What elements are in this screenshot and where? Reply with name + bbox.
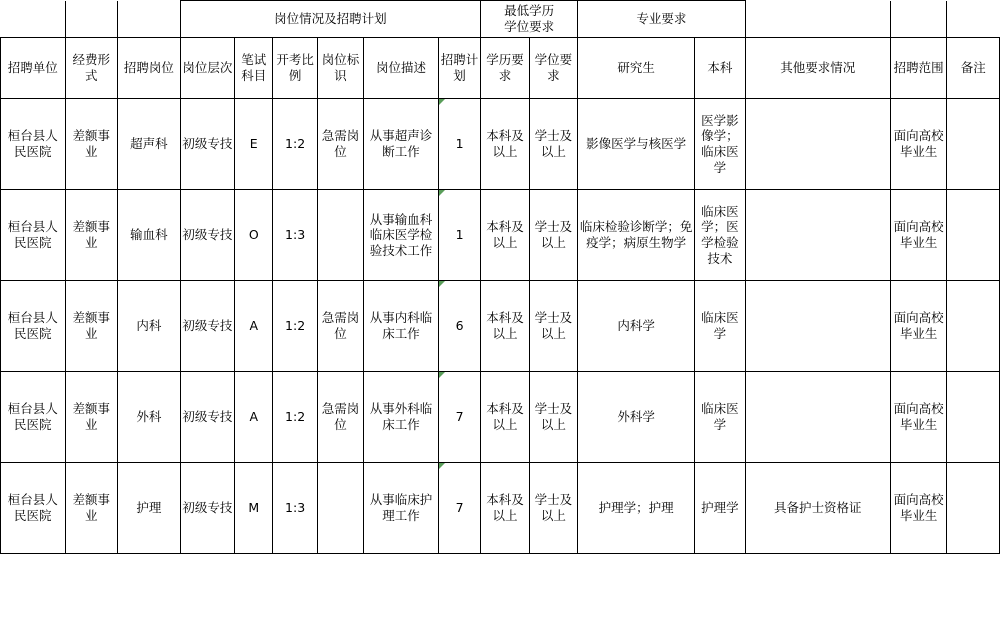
cell-post: 超声科 bbox=[118, 99, 181, 190]
cell-remark bbox=[947, 190, 1000, 281]
header-group-min-degree-line1: 最低学历 bbox=[504, 3, 555, 19]
cell-undergraduate: 临床医学 bbox=[695, 281, 745, 372]
cell-other bbox=[745, 281, 890, 372]
header-blank-unit bbox=[1, 1, 66, 38]
header-level: 岗位层次 bbox=[180, 38, 234, 99]
cell-degree: 学士及以上 bbox=[529, 99, 577, 190]
cell-remark bbox=[947, 281, 1000, 372]
cell-post-desc: 从事内科临床工作 bbox=[364, 281, 439, 372]
cell-degree: 学士及以上 bbox=[529, 281, 577, 372]
cell-funding: 差额事业 bbox=[65, 190, 117, 281]
cell-unit: 桓台县人民医院 bbox=[1, 281, 66, 372]
cell-post-flag bbox=[317, 463, 363, 554]
cell-graduate: 临床检验诊断学；免疫学；病原生物学 bbox=[578, 190, 695, 281]
cell-post-flag: 急需岗位 bbox=[317, 99, 363, 190]
header-scope: 招聘范围 bbox=[890, 38, 947, 99]
header-remark: 备注 bbox=[947, 38, 1000, 99]
cell-scope: 面向高校毕业生 bbox=[890, 372, 947, 463]
table-row bbox=[1, 99, 1000, 190]
cell-remark bbox=[947, 463, 1000, 554]
header-blank-post bbox=[118, 1, 181, 38]
header-blank-scope bbox=[890, 1, 947, 38]
cell-exam-subject: O bbox=[235, 190, 273, 281]
cell-remark bbox=[947, 372, 1000, 463]
table-header-row bbox=[1, 38, 1000, 99]
cell-plan: 7 bbox=[438, 372, 480, 463]
header-post-desc: 岗位描述 bbox=[364, 38, 439, 99]
table-row bbox=[1, 372, 1000, 463]
cell-exam-subject: E bbox=[235, 99, 273, 190]
cell-exam-ratio: 1:3 bbox=[273, 190, 317, 281]
cell-undergraduate: 医学影像学；临床医学 bbox=[695, 99, 745, 190]
cell-funding: 差额事业 bbox=[65, 463, 117, 554]
cell-level: 初级专技 bbox=[180, 99, 234, 190]
cell-unit: 桓台县人民医院 bbox=[1, 99, 66, 190]
cell-exam-subject: A bbox=[235, 281, 273, 372]
table-row bbox=[1, 463, 1000, 554]
cell-scope: 面向高校毕业生 bbox=[890, 463, 947, 554]
cell-post-flag: 急需岗位 bbox=[317, 372, 363, 463]
cell-other bbox=[745, 372, 890, 463]
cell-remark bbox=[947, 99, 1000, 190]
cell-exam-ratio: 1:2 bbox=[273, 281, 317, 372]
header-group-post-info: 岗位情况及招聘计划 bbox=[180, 1, 481, 38]
cell-exam-subject: M bbox=[235, 463, 273, 554]
cell-other bbox=[745, 190, 890, 281]
cell-plan: 6 bbox=[438, 281, 480, 372]
header-other: 其他要求情况 bbox=[745, 38, 890, 99]
cell-education: 本科及以上 bbox=[481, 281, 529, 372]
table-header-group-row bbox=[1, 1, 1000, 38]
header-group-min-degree bbox=[481, 1, 578, 38]
cell-funding: 差额事业 bbox=[65, 99, 117, 190]
cell-graduate: 影像医学与核医学 bbox=[578, 99, 695, 190]
header-graduate: 研究生 bbox=[578, 38, 695, 99]
cell-graduate: 内科学 bbox=[578, 281, 695, 372]
cell-undergraduate: 临床医学 bbox=[695, 372, 745, 463]
cell-post-flag: 急需岗位 bbox=[317, 281, 363, 372]
cell-unit: 桓台县人民医院 bbox=[1, 463, 66, 554]
header-plan: 招聘计划 bbox=[438, 38, 480, 99]
cell-post-desc: 从事临床护理工作 bbox=[364, 463, 439, 554]
cell-education: 本科及以上 bbox=[481, 190, 529, 281]
header-unit: 招聘单位 bbox=[1, 38, 66, 99]
cell-post-flag bbox=[317, 190, 363, 281]
header-post: 招聘岗位 bbox=[118, 38, 181, 99]
cell-graduate: 护理学；护理 bbox=[578, 463, 695, 554]
header-post-flag: 岗位标识 bbox=[317, 38, 363, 99]
cell-level: 初级专技 bbox=[180, 372, 234, 463]
cell-scope: 面向高校毕业生 bbox=[890, 99, 947, 190]
cell-level: 初级专技 bbox=[180, 463, 234, 554]
header-funding: 经费形式 bbox=[65, 38, 117, 99]
cell-scope: 面向高校毕业生 bbox=[890, 190, 947, 281]
header-education: 学历要求 bbox=[481, 38, 529, 99]
cell-undergraduate: 护理学 bbox=[695, 463, 745, 554]
cell-degree: 学士及以上 bbox=[529, 463, 577, 554]
table-row bbox=[1, 281, 1000, 372]
header-exam-ratio: 开考比例 bbox=[273, 38, 317, 99]
cell-scope: 面向高校毕业生 bbox=[890, 281, 947, 372]
header-group-major: 专业要求 bbox=[578, 1, 746, 38]
cell-other bbox=[745, 99, 890, 190]
cell-level: 初级专技 bbox=[180, 281, 234, 372]
cell-plan: 7 bbox=[438, 463, 480, 554]
cell-unit: 桓台县人民医院 bbox=[1, 190, 66, 281]
table-row bbox=[1, 190, 1000, 281]
cell-education: 本科及以上 bbox=[481, 372, 529, 463]
cell-graduate: 外科学 bbox=[578, 372, 695, 463]
cell-undergraduate: 临床医学；医学检验技术 bbox=[695, 190, 745, 281]
cell-post: 输血科 bbox=[118, 190, 181, 281]
cell-exam-ratio: 1:2 bbox=[273, 372, 317, 463]
cell-exam-ratio: 1:2 bbox=[273, 99, 317, 190]
cell-post-desc: 从事外科临床工作 bbox=[364, 372, 439, 463]
cell-exam-ratio: 1:3 bbox=[273, 463, 317, 554]
cell-level: 初级专技 bbox=[180, 190, 234, 281]
cell-plan: 1 bbox=[438, 190, 480, 281]
cell-post: 内科 bbox=[118, 281, 181, 372]
cell-unit: 桓台县人民医院 bbox=[1, 372, 66, 463]
cell-post-desc: 从事超声诊断工作 bbox=[364, 99, 439, 190]
header-blank-funding bbox=[65, 1, 117, 38]
cell-post-desc: 从事输血科临床医学检验技术工作 bbox=[364, 190, 439, 281]
cell-plan: 1 bbox=[438, 99, 480, 190]
cell-other: 具备护士资格证 bbox=[745, 463, 890, 554]
cell-degree: 学士及以上 bbox=[529, 190, 577, 281]
header-blank-remark bbox=[947, 1, 1000, 38]
cell-post: 外科 bbox=[118, 372, 181, 463]
cell-education: 本科及以上 bbox=[481, 99, 529, 190]
cell-funding: 差额事业 bbox=[65, 372, 117, 463]
header-group-min-degree-line2: 学位要求 bbox=[504, 19, 555, 34]
cell-education: 本科及以上 bbox=[481, 463, 529, 554]
header-degree: 学位要求 bbox=[529, 38, 577, 99]
header-exam-subject: 笔试科目 bbox=[235, 38, 273, 99]
header-undergraduate: 本科 bbox=[695, 38, 745, 99]
cell-exam-subject: A bbox=[235, 372, 273, 463]
cell-funding: 差额事业 bbox=[65, 281, 117, 372]
cell-degree: 学士及以上 bbox=[529, 372, 577, 463]
cell-post: 护理 bbox=[118, 463, 181, 554]
header-blank-other bbox=[745, 1, 890, 38]
